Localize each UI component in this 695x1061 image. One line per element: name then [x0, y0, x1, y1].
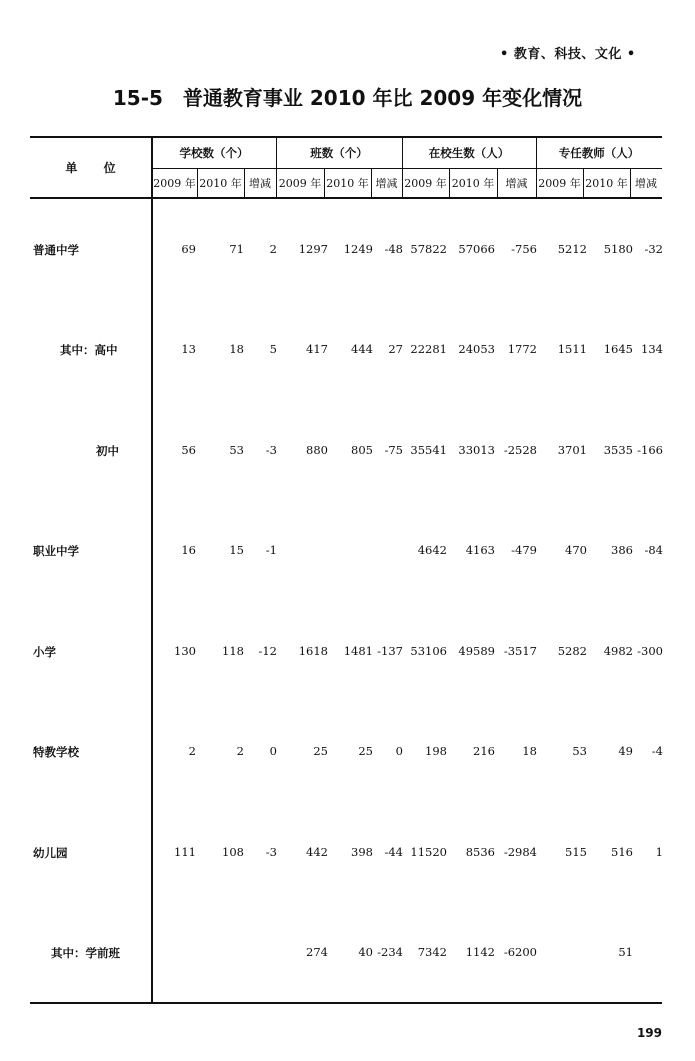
sub-divider — [449, 168, 450, 197]
cell-schools-2009: 13 — [181, 342, 196, 356]
sub-divider — [197, 168, 198, 197]
cell-teachers-change: -32 — [644, 242, 663, 256]
cell-schools-2009: 130 — [174, 644, 196, 658]
sub-header-students-2010: 2010 年 — [451, 176, 495, 190]
cell-teachers-2009: 5282 — [557, 644, 587, 658]
cell-schools-2010: 53 — [229, 443, 244, 457]
cell-schools-change: 5 — [269, 342, 277, 356]
section-tag: • 教育、科技、文化 • — [500, 47, 636, 62]
page-title: 15-5 普通教育事业 2010 年比 2009 年变化情况 — [112, 86, 583, 110]
cell-schools-2009: 111 — [174, 845, 196, 859]
cell-teachers-2009: 515 — [565, 845, 587, 859]
sub-header-teachers-2009: 2009 年 — [538, 176, 581, 190]
group-header-schools: 学校数（个） — [179, 145, 249, 160]
group-divider — [402, 137, 403, 197]
sub-header-schools-2010: 2010 年 — [199, 176, 242, 190]
cell-schools-change: -12 — [258, 644, 277, 658]
cell-classes-2010: 1249 — [343, 242, 373, 256]
row-label: 幼儿园 — [33, 846, 68, 860]
cell-students-2010: 24053 — [458, 342, 495, 356]
cell-classes-change: -48 — [384, 242, 403, 256]
cell-schools-2010: 71 — [229, 242, 244, 256]
cell-schools-2010: 108 — [222, 845, 244, 859]
cell-students-2010: 57066 — [458, 242, 495, 256]
sub-divider — [583, 168, 584, 197]
cell-schools-2009: 16 — [181, 543, 196, 557]
group-header-classes: 班数（个） — [310, 145, 368, 160]
cell-teachers-2010: 5180 — [603, 242, 633, 256]
cell-classes-2009: 1297 — [298, 242, 328, 256]
cell-students-2009: 4642 — [417, 543, 447, 557]
cell-students-2009: 11520 — [410, 845, 447, 859]
cell-students-2010: 1142 — [465, 945, 495, 959]
cell-students-2009: 198 — [425, 744, 447, 758]
cell-teachers-2010: 51 — [618, 945, 633, 959]
cell-classes-change: 0 — [395, 744, 403, 758]
cell-students-change: 18 — [522, 744, 537, 758]
cell-teachers-change: -4 — [651, 744, 663, 758]
cell-teachers-change: 1 — [655, 845, 663, 859]
sub-divider — [324, 168, 325, 197]
cell-schools-2010: 2 — [236, 744, 244, 758]
cell-schools-change: -1 — [265, 543, 277, 557]
cell-students-change: -6200 — [503, 945, 537, 959]
cell-teachers-2009: 53 — [572, 744, 587, 758]
cell-classes-2009: 880 — [306, 443, 328, 457]
cell-schools-change: 2 — [269, 242, 277, 256]
row-label: 职业中学 — [33, 544, 79, 558]
sub-header-classes-change: 增减 — [375, 176, 398, 190]
cell-classes-2009: 442 — [306, 845, 328, 859]
sub-header-classes-2009: 2009 年 — [278, 176, 322, 190]
sub-header-teachers-2010: 2010 年 — [585, 176, 628, 190]
unit-column-divider — [151, 137, 153, 1003]
cell-classes-change: -44 — [384, 845, 403, 859]
sub-divider — [630, 168, 631, 197]
cell-schools-change: 0 — [269, 744, 277, 758]
cell-teachers-change: 134 — [641, 342, 663, 356]
cell-schools-2010: 18 — [229, 342, 244, 356]
cell-students-2010: 216 — [473, 744, 495, 758]
sub-divider — [244, 168, 245, 197]
cell-students-2010: 33013 — [458, 443, 495, 457]
cell-students-change: -3517 — [503, 644, 537, 658]
group-divider — [536, 137, 537, 197]
cell-classes-2010: 805 — [351, 443, 373, 457]
sub-header-schools-change: 增减 — [249, 176, 271, 190]
cell-classes-2009: 274 — [306, 945, 328, 959]
cell-students-change: 1772 — [507, 342, 537, 356]
row-label: 初中 — [96, 444, 119, 458]
cell-teachers-2009: 470 — [565, 543, 587, 557]
cell-classes-change: -75 — [384, 443, 403, 457]
cell-teachers-2009: 1511 — [557, 342, 587, 356]
cell-students-2009: 57822 — [410, 242, 447, 256]
cell-classes-2010: 398 — [351, 845, 373, 859]
cell-teachers-change: -300 — [637, 644, 663, 658]
cell-teachers-2009: 5212 — [557, 242, 587, 256]
cell-schools-change: -3 — [265, 443, 277, 457]
table-header-rule — [30, 197, 662, 199]
row-label: 其中：学前班 — [51, 946, 120, 960]
cell-classes-2010: 1481 — [343, 644, 373, 658]
page-number: 199 — [636, 1026, 662, 1040]
sub-divider — [371, 168, 372, 197]
cell-schools-change: -3 — [265, 845, 277, 859]
cell-students-2009: 53106 — [410, 644, 447, 658]
cell-classes-2010: 25 — [358, 744, 373, 758]
cell-students-2009: 22281 — [410, 342, 447, 356]
cell-classes-2009: 417 — [306, 342, 328, 356]
cell-classes-change: 27 — [388, 342, 403, 356]
cell-students-2009: 35541 — [410, 443, 447, 457]
sub-header-schools-2009: 2009 年 — [153, 176, 196, 190]
cell-students-change: -2528 — [503, 443, 537, 457]
cell-classes-change: -137 — [377, 644, 403, 658]
group-divider — [276, 137, 277, 197]
cell-schools-2010: 15 — [229, 543, 244, 557]
cell-teachers-2010: 3535 — [603, 443, 633, 457]
cell-teachers-2010: 386 — [611, 543, 633, 557]
row-label: 其中：高中 — [60, 343, 118, 357]
cell-schools-2009: 2 — [188, 744, 196, 758]
cell-teachers-2010: 49 — [618, 744, 633, 758]
cell-teachers-change: -166 — [637, 443, 663, 457]
cell-schools-2009: 56 — [181, 443, 196, 457]
cell-schools-2009: 69 — [181, 242, 196, 256]
sub-divider — [497, 168, 498, 197]
cell-students-2009: 7342 — [417, 945, 447, 959]
unit-header: 单 位 — [65, 160, 116, 175]
sub-header-students-2009: 2009 年 — [404, 176, 447, 190]
cell-schools-2010: 118 — [222, 644, 244, 658]
cell-students-2010: 4163 — [465, 543, 495, 557]
cell-teachers-2010: 1645 — [603, 342, 633, 356]
cell-teachers-2009: 3701 — [557, 443, 587, 457]
cell-students-2010: 8536 — [465, 845, 495, 859]
cell-students-change: -479 — [511, 543, 537, 557]
table-bottom-rule — [30, 1002, 662, 1004]
cell-classes-2010: 444 — [351, 342, 373, 356]
group-header-teachers: 专任教师（人） — [558, 145, 640, 160]
cell-teachers-2010: 516 — [611, 845, 633, 859]
group-header-students: 在校生数（人） — [428, 145, 510, 160]
cell-teachers-change: -84 — [644, 543, 663, 557]
row-label: 普通中学 — [33, 243, 79, 257]
cell-students-change: -2984 — [503, 845, 537, 859]
cell-students-2010: 49589 — [458, 644, 495, 658]
row-label: 特教学校 — [33, 745, 79, 759]
row-label: 小学 — [33, 645, 56, 659]
cell-classes-2010: 40 — [358, 945, 373, 959]
sub-header-teachers-change: 增减 — [635, 176, 657, 190]
cell-teachers-2010: 4982 — [603, 644, 633, 658]
cell-students-change: -756 — [511, 242, 537, 256]
sub-header-classes-2010: 2010 年 — [326, 176, 369, 190]
cell-classes-2009: 1618 — [298, 644, 328, 658]
sub-header-students-change: 增减 — [505, 176, 528, 190]
cell-classes-change: -234 — [377, 945, 403, 959]
cell-classes-2009: 25 — [313, 744, 328, 758]
